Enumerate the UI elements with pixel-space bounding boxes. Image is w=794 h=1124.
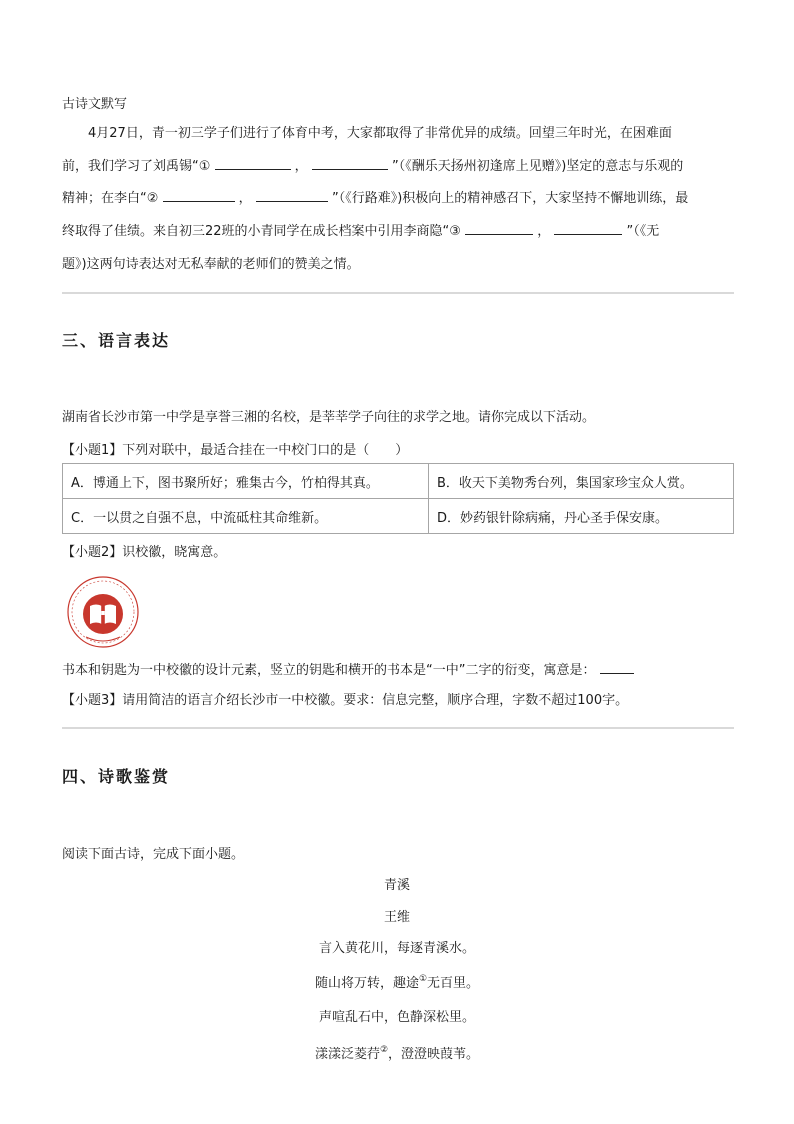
poem-line: 声喧乱石中，色静深松里。	[318, 1010, 475, 1025]
poem-line: 随山将万转，趣途①无百里。	[314, 974, 480, 991]
poem-line: 言入黄花川，每逐青溪水。	[318, 941, 475, 956]
question-2-text: 书本和钥匙为一中校徽的设计元素，竖立的钥匙和横开的书本是“一中”二字的衍变，寓意是：	[62, 659, 634, 678]
options-table	[62, 463, 734, 534]
option-c[interactable]: C．一以贯之自强不息，中流砥柱其命维新。	[63, 499, 429, 534]
footnote-marker: ①	[418, 974, 428, 984]
paragraph-line: 前，我们学习了刘禹锡“① ， ”（《酬乐天扬州初逢席上见赠》)坚定的意志与乐观的	[62, 150, 683, 183]
option-b[interactable]: B．收天下美物秀台列，集国家珍宝众人赏。	[429, 464, 734, 499]
fill-blank-2b[interactable]	[256, 187, 328, 202]
fill-blank-3b[interactable]	[554, 220, 622, 235]
section-divider	[62, 727, 734, 729]
section-intro: 阅读下面古诗，完成下面小题。	[62, 847, 245, 862]
poem-title: 青溪	[383, 878, 410, 893]
option-a[interactable]: A．博通上下，图书聚所好；雅集古今，竹柏得其真。	[63, 464, 429, 499]
school-logo-icon	[66, 575, 140, 649]
paragraph-line: 终取得了佳绩。来自初三22班的小青同学在成长档案中引用李商隐“③ ， ”（《无	[62, 215, 659, 248]
section-divider	[62, 292, 734, 294]
section-heading-recitation: 古诗文默写	[62, 97, 128, 112]
question-1: 【小题1】下列对联中，最适合挂在一中校门口的是（ ）	[62, 443, 409, 458]
fill-blank-1b[interactable]	[312, 155, 388, 170]
option-d[interactable]: D．妙药银针除病痛，丹心圣手保安康。	[429, 499, 734, 534]
section-title-language: 三、语言表达	[62, 331, 171, 350]
paragraph-line: 4月27日，青一初三学子们进行了体育中考，大家都取得了非常优异的成绩。回望三年时光，在困难面	[88, 126, 672, 141]
fill-blank-1a[interactable]	[215, 155, 291, 170]
fill-blank-3a[interactable]	[465, 220, 533, 235]
fill-blank-meaning[interactable]	[600, 659, 634, 674]
poem-line: 漾漾泛菱荇②，澄澄映葭苇。	[314, 1045, 480, 1062]
poem-author: 王维	[383, 910, 410, 925]
question-3: 【小题3】请用简洁的语言介绍长沙市一中校徽。要求：信息完整，顺序合理，字数不超过100字。	[62, 693, 629, 708]
fill-blank-2a[interactable]	[163, 187, 235, 202]
section-title-poetry: 四、诗歌鉴赏	[62, 767, 171, 786]
question-2: 【小题2】识校徽，晓寓意。	[62, 545, 227, 560]
section-intro: 湖南省长沙市第一中学是享誉三湘的名校，是莘莘学子向往的求学之地。请你完成以下活动。	[62, 410, 596, 425]
footnote-marker: ②	[379, 1045, 389, 1055]
paragraph-line: 精神；在李白“② ， ”（《行路难》)积极向上的精神感召下，大家坚持不懈地训练，最	[62, 182, 688, 215]
paragraph-line: 题》)这两句诗表达对无私奉献的老师们的赞美之情。	[62, 257, 360, 272]
